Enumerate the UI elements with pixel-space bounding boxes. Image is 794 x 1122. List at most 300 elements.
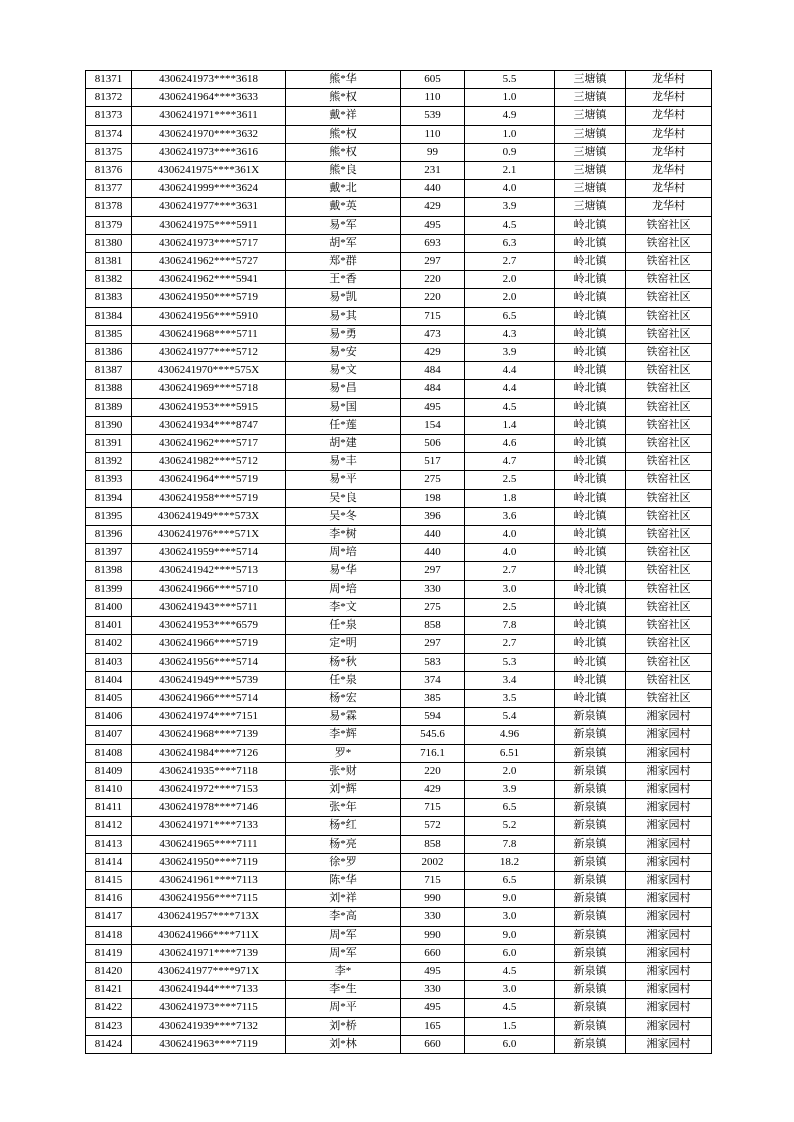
- cell-area: 5.3: [465, 653, 555, 671]
- cell-area: 6.5: [465, 307, 555, 325]
- cell-name: 易*其: [286, 307, 401, 325]
- cell-amount: 484: [401, 362, 465, 380]
- cell-name: 杨*秋: [286, 653, 401, 671]
- table-row: [86, 799, 712, 817]
- table-row: [86, 708, 712, 726]
- cell-seq: 81414: [86, 853, 132, 871]
- cell-seq: 81417: [86, 908, 132, 926]
- cell-seq: 81396: [86, 526, 132, 544]
- cell-area: 1.0: [465, 89, 555, 107]
- cell-town: 新泉镇: [555, 1035, 626, 1053]
- table-row: [86, 835, 712, 853]
- cell-village: 龙华村: [626, 71, 712, 89]
- cell-village: 铁窑社区: [626, 216, 712, 234]
- cell-village: 湘家园村: [626, 708, 712, 726]
- cell-town: 岭北镇: [555, 362, 626, 380]
- cell-seq: 81391: [86, 435, 132, 453]
- cell-name: 李*高: [286, 908, 401, 926]
- table-row: [86, 598, 712, 616]
- cell-area: 1.5: [465, 1017, 555, 1035]
- cell-name: 易*凯: [286, 289, 401, 307]
- cell-seq: 81413: [86, 835, 132, 853]
- cell-seq: 81403: [86, 653, 132, 671]
- cell-town: 新泉镇: [555, 999, 626, 1017]
- cell-id: 4306241972****7153: [132, 780, 286, 798]
- table-row: [86, 325, 712, 343]
- cell-amount: 275: [401, 471, 465, 489]
- cell-id: 4306241976****571X: [132, 526, 286, 544]
- cell-amount: 110: [401, 125, 465, 143]
- cell-seq: 81378: [86, 198, 132, 216]
- table-row: [86, 817, 712, 835]
- cell-seq: 81418: [86, 926, 132, 944]
- cell-seq: 81412: [86, 817, 132, 835]
- table-row: [86, 234, 712, 252]
- cell-seq: 81371: [86, 71, 132, 89]
- cell-name: 易*勇: [286, 325, 401, 343]
- cell-amount: 231: [401, 162, 465, 180]
- table-row: [86, 271, 712, 289]
- table-row: [86, 635, 712, 653]
- cell-town: 三塘镇: [555, 89, 626, 107]
- cell-seq: 81421: [86, 981, 132, 999]
- cell-town: 岭北镇: [555, 271, 626, 289]
- cell-area: 1.4: [465, 416, 555, 434]
- cell-area: 1.8: [465, 489, 555, 507]
- cell-name: 戴*英: [286, 198, 401, 216]
- cell-id: 4306241999****3624: [132, 180, 286, 198]
- table-row: [86, 471, 712, 489]
- cell-area: 4.5: [465, 216, 555, 234]
- cell-id: 4306241957****713X: [132, 908, 286, 926]
- cell-town: 三塘镇: [555, 71, 626, 89]
- cell-village: 铁窑社区: [626, 234, 712, 252]
- cell-amount: 716.1: [401, 744, 465, 762]
- cell-area: 6.5: [465, 799, 555, 817]
- table-row: [86, 253, 712, 271]
- cell-village: 铁窑社区: [626, 562, 712, 580]
- cell-name: 周*军: [286, 926, 401, 944]
- cell-area: 2.7: [465, 635, 555, 653]
- cell-id: 4306241956****7115: [132, 890, 286, 908]
- cell-village: 铁窑社区: [626, 489, 712, 507]
- cell-area: 5.4: [465, 708, 555, 726]
- table-row: [86, 89, 712, 107]
- cell-area: 4.4: [465, 380, 555, 398]
- table-row: [86, 853, 712, 871]
- cell-amount: 297: [401, 253, 465, 271]
- cell-amount: 715: [401, 871, 465, 889]
- table-row: [86, 562, 712, 580]
- cell-area: 4.0: [465, 544, 555, 562]
- cell-area: 6.5: [465, 871, 555, 889]
- cell-amount: 605: [401, 71, 465, 89]
- cell-town: 岭北镇: [555, 253, 626, 271]
- cell-name: 李*文: [286, 598, 401, 616]
- cell-amount: 2002: [401, 853, 465, 871]
- cell-town: 新泉镇: [555, 908, 626, 926]
- cell-seq: 81423: [86, 1017, 132, 1035]
- cell-town: 新泉镇: [555, 762, 626, 780]
- cell-id: 4306241969****5718: [132, 380, 286, 398]
- cell-id: 4306241978****7146: [132, 799, 286, 817]
- cell-town: 岭北镇: [555, 562, 626, 580]
- cell-id: 4306241966****711X: [132, 926, 286, 944]
- cell-area: 2.7: [465, 253, 555, 271]
- cell-seq: 81372: [86, 89, 132, 107]
- cell-village: 铁窑社区: [626, 507, 712, 525]
- cell-area: 2.1: [465, 162, 555, 180]
- cell-village: 湘家园村: [626, 1017, 712, 1035]
- cell-name: 周*培: [286, 580, 401, 598]
- cell-amount: 275: [401, 598, 465, 616]
- table-row: [86, 580, 712, 598]
- cell-id: 4306241956****5714: [132, 653, 286, 671]
- cell-village: 铁窑社区: [626, 380, 712, 398]
- cell-town: 岭北镇: [555, 453, 626, 471]
- cell-name: 戴*北: [286, 180, 401, 198]
- cell-name: 徐*罗: [286, 853, 401, 871]
- cell-id: 4306241934****8747: [132, 416, 286, 434]
- cell-name: 李*生: [286, 981, 401, 999]
- cell-name: 戴*祥: [286, 107, 401, 125]
- table-row: [86, 198, 712, 216]
- cell-id: 4306241977****3631: [132, 198, 286, 216]
- cell-amount: 660: [401, 944, 465, 962]
- cell-town: 岭北镇: [555, 325, 626, 343]
- cell-seq: 81374: [86, 125, 132, 143]
- cell-amount: 297: [401, 562, 465, 580]
- cell-town: 新泉镇: [555, 981, 626, 999]
- cell-town: 岭北镇: [555, 489, 626, 507]
- cell-name: 胡*军: [286, 234, 401, 252]
- cell-seq: 81399: [86, 580, 132, 598]
- cell-seq: 81380: [86, 234, 132, 252]
- cell-village: 铁窑社区: [626, 526, 712, 544]
- cell-area: 3.6: [465, 507, 555, 525]
- cell-area: 3.0: [465, 981, 555, 999]
- cell-area: 2.5: [465, 471, 555, 489]
- cell-seq: 81419: [86, 944, 132, 962]
- cell-town: 新泉镇: [555, 853, 626, 871]
- cell-area: 3.0: [465, 908, 555, 926]
- cell-village: 湘家园村: [626, 981, 712, 999]
- cell-id: 4306241949****573X: [132, 507, 286, 525]
- cell-seq: 81379: [86, 216, 132, 234]
- table-row: [86, 526, 712, 544]
- table-row: [86, 908, 712, 926]
- table-row: [86, 107, 712, 125]
- cell-seq: 81401: [86, 617, 132, 635]
- cell-area: 3.4: [465, 671, 555, 689]
- cell-amount: 220: [401, 289, 465, 307]
- cell-town: 岭北镇: [555, 416, 626, 434]
- table-row: [86, 1017, 712, 1035]
- cell-id: 4306241984****7126: [132, 744, 286, 762]
- cell-town: 新泉镇: [555, 962, 626, 980]
- cell-area: 0.9: [465, 143, 555, 161]
- table-row: [86, 289, 712, 307]
- table-row: [86, 489, 712, 507]
- cell-village: 湘家园村: [626, 835, 712, 853]
- cell-name: 易*丰: [286, 453, 401, 471]
- cell-id: 4306241977****5712: [132, 344, 286, 362]
- cell-amount: 165: [401, 1017, 465, 1035]
- cell-area: 5.2: [465, 817, 555, 835]
- cell-amount: 440: [401, 180, 465, 198]
- cell-name: 王*香: [286, 271, 401, 289]
- cell-village: 湘家园村: [626, 780, 712, 798]
- cell-id: 4306241961****7113: [132, 871, 286, 889]
- cell-village: 湘家园村: [626, 908, 712, 926]
- cell-name: 任*泉: [286, 671, 401, 689]
- cell-town: 新泉镇: [555, 1017, 626, 1035]
- cell-village: 铁窑社区: [626, 671, 712, 689]
- cell-village: 龙华村: [626, 89, 712, 107]
- cell-amount: 990: [401, 890, 465, 908]
- cell-village: 湘家园村: [626, 726, 712, 744]
- cell-area: 4.6: [465, 435, 555, 453]
- cell-id: 4306241950****5719: [132, 289, 286, 307]
- cell-seq: 81420: [86, 962, 132, 980]
- cell-village: 湘家园村: [626, 853, 712, 871]
- cell-name: 熊*权: [286, 143, 401, 161]
- cell-village: 铁窑社区: [626, 453, 712, 471]
- table-row: [86, 507, 712, 525]
- table-row: [86, 1035, 712, 1053]
- table-row: [86, 380, 712, 398]
- cell-amount: 990: [401, 926, 465, 944]
- cell-id: 4306241962****5717: [132, 435, 286, 453]
- cell-name: 易*国: [286, 398, 401, 416]
- cell-amount: 330: [401, 908, 465, 926]
- cell-seq: 81382: [86, 271, 132, 289]
- cell-area: 2.0: [465, 762, 555, 780]
- cell-name: 任*泉: [286, 617, 401, 635]
- cell-name: 杨*亮: [286, 835, 401, 853]
- cell-town: 岭北镇: [555, 234, 626, 252]
- cell-village: 湘家园村: [626, 926, 712, 944]
- table-row: [86, 999, 712, 1017]
- table-row: [86, 453, 712, 471]
- cell-amount: 198: [401, 489, 465, 507]
- cell-area: 4.0: [465, 180, 555, 198]
- cell-seq: 81386: [86, 344, 132, 362]
- cell-area: 3.0: [465, 580, 555, 598]
- cell-id: 4306241943****5711: [132, 598, 286, 616]
- table-row: [86, 362, 712, 380]
- cell-amount: 396: [401, 507, 465, 525]
- cell-name: 杨*宏: [286, 689, 401, 707]
- cell-id: 4306241953****5915: [132, 398, 286, 416]
- cell-id: 4306241939****7132: [132, 1017, 286, 1035]
- cell-name: 易*安: [286, 344, 401, 362]
- cell-area: 4.5: [465, 962, 555, 980]
- cell-amount: 572: [401, 817, 465, 835]
- cell-name: 易*文: [286, 362, 401, 380]
- cell-area: 4.5: [465, 398, 555, 416]
- cell-amount: 495: [401, 398, 465, 416]
- cell-name: 刘*辉: [286, 780, 401, 798]
- cell-name: 任*莲: [286, 416, 401, 434]
- cell-area: 18.2: [465, 853, 555, 871]
- cell-seq: 81375: [86, 143, 132, 161]
- cell-amount: 330: [401, 580, 465, 598]
- cell-town: 岭北镇: [555, 580, 626, 598]
- cell-town: 新泉镇: [555, 780, 626, 798]
- cell-amount: 594: [401, 708, 465, 726]
- cell-name: 定*明: [286, 635, 401, 653]
- cell-town: 新泉镇: [555, 890, 626, 908]
- cell-name: 刘*林: [286, 1035, 401, 1053]
- table-row: [86, 143, 712, 161]
- cell-village: 湘家园村: [626, 817, 712, 835]
- cell-amount: 385: [401, 689, 465, 707]
- cell-id: 4306241971****3611: [132, 107, 286, 125]
- cell-id: 4306241970****3632: [132, 125, 286, 143]
- cell-town: 三塘镇: [555, 107, 626, 125]
- cell-town: 新泉镇: [555, 726, 626, 744]
- cell-seq: 81390: [86, 416, 132, 434]
- cell-name: 吴*良: [286, 489, 401, 507]
- cell-seq: 81404: [86, 671, 132, 689]
- cell-village: 铁窑社区: [626, 271, 712, 289]
- cell-seq: 81402: [86, 635, 132, 653]
- cell-village: 铁窑社区: [626, 325, 712, 343]
- cell-id: 4306241982****5712: [132, 453, 286, 471]
- cell-name: 李*树: [286, 526, 401, 544]
- cell-amount: 374: [401, 671, 465, 689]
- cell-seq: 81393: [86, 471, 132, 489]
- cell-amount: 330: [401, 981, 465, 999]
- cell-seq: 81377: [86, 180, 132, 198]
- cell-seq: 81392: [86, 453, 132, 471]
- cell-name: 熊*华: [286, 71, 401, 89]
- cell-id: 4306241977****971X: [132, 962, 286, 980]
- table-row: [86, 871, 712, 889]
- cell-village: 湘家园村: [626, 999, 712, 1017]
- cell-id: 4306241962****5941: [132, 271, 286, 289]
- cell-village: 龙华村: [626, 107, 712, 125]
- cell-seq: 81410: [86, 780, 132, 798]
- cell-id: 4306241971****7133: [132, 817, 286, 835]
- cell-id: 4306241973****7115: [132, 999, 286, 1017]
- cell-id: 4306241963****7119: [132, 1035, 286, 1053]
- cell-town: 新泉镇: [555, 926, 626, 944]
- cell-id: 4306241973****3616: [132, 143, 286, 161]
- cell-area: 4.4: [465, 362, 555, 380]
- cell-village: 铁窑社区: [626, 416, 712, 434]
- cell-name: 易*昌: [286, 380, 401, 398]
- cell-id: 4306241966****5714: [132, 689, 286, 707]
- table-row: [86, 544, 712, 562]
- cell-area: 3.9: [465, 344, 555, 362]
- cell-amount: 858: [401, 617, 465, 635]
- cell-town: 岭北镇: [555, 689, 626, 707]
- cell-id: 4306241942****5713: [132, 562, 286, 580]
- cell-seq: 81373: [86, 107, 132, 125]
- cell-amount: 429: [401, 198, 465, 216]
- cell-area: 4.7: [465, 453, 555, 471]
- cell-area: 9.0: [465, 890, 555, 908]
- cell-village: 铁窑社区: [626, 689, 712, 707]
- cell-name: 郑*群: [286, 253, 401, 271]
- cell-area: 7.8: [465, 835, 555, 853]
- cell-seq: 81376: [86, 162, 132, 180]
- cell-amount: 220: [401, 271, 465, 289]
- cell-village: 铁窑社区: [626, 344, 712, 362]
- cell-name: 吴*冬: [286, 507, 401, 525]
- cell-seq: 81383: [86, 289, 132, 307]
- cell-town: 岭北镇: [555, 344, 626, 362]
- cell-name: 易*霖: [286, 708, 401, 726]
- cell-id: 4306241971****7139: [132, 944, 286, 962]
- cell-amount: 715: [401, 307, 465, 325]
- cell-town: 岭北镇: [555, 635, 626, 653]
- cell-name: 易*军: [286, 216, 401, 234]
- cell-seq: 81388: [86, 380, 132, 398]
- cell-area: 2.0: [465, 289, 555, 307]
- cell-town: 新泉镇: [555, 744, 626, 762]
- table-row: [86, 689, 712, 707]
- cell-id: 4306241973****3618: [132, 71, 286, 89]
- cell-id: 4306241975****361X: [132, 162, 286, 180]
- cell-town: 岭北镇: [555, 507, 626, 525]
- cell-town: 三塘镇: [555, 162, 626, 180]
- cell-name: 罗*: [286, 744, 401, 762]
- cell-town: 新泉镇: [555, 708, 626, 726]
- cell-name: 张*年: [286, 799, 401, 817]
- table-row: [86, 307, 712, 325]
- cell-area: 1.0: [465, 125, 555, 143]
- cell-amount: 484: [401, 380, 465, 398]
- cell-village: 龙华村: [626, 125, 712, 143]
- cell-name: 熊*权: [286, 89, 401, 107]
- cell-seq: 81406: [86, 708, 132, 726]
- cell-seq: 81398: [86, 562, 132, 580]
- table-row: [86, 890, 712, 908]
- cell-town: 岭北镇: [555, 471, 626, 489]
- cell-village: 铁窑社区: [626, 617, 712, 635]
- cell-village: 铁窑社区: [626, 307, 712, 325]
- cell-seq: 81422: [86, 999, 132, 1017]
- cell-town: 新泉镇: [555, 835, 626, 853]
- cell-amount: 545.6: [401, 726, 465, 744]
- cell-seq: 81407: [86, 726, 132, 744]
- cell-town: 岭北镇: [555, 380, 626, 398]
- cell-village: 龙华村: [626, 162, 712, 180]
- cell-amount: 517: [401, 453, 465, 471]
- cell-name: 陈*华: [286, 871, 401, 889]
- cell-id: 4306241966****5710: [132, 580, 286, 598]
- cell-name: 杨*红: [286, 817, 401, 835]
- cell-village: 湘家园村: [626, 962, 712, 980]
- cell-area: 7.8: [465, 617, 555, 635]
- cell-id: 4306241953****6579: [132, 617, 286, 635]
- cell-area: 2.7: [465, 562, 555, 580]
- cell-seq: 81415: [86, 871, 132, 889]
- cell-seq: 81395: [86, 507, 132, 525]
- cell-seq: 81416: [86, 890, 132, 908]
- cell-town: 新泉镇: [555, 799, 626, 817]
- cell-area: 6.0: [465, 944, 555, 962]
- cell-name: 易*华: [286, 562, 401, 580]
- cell-town: 岭北镇: [555, 544, 626, 562]
- cell-seq: 81394: [86, 489, 132, 507]
- cell-amount: 495: [401, 999, 465, 1017]
- cell-village: 铁窑社区: [626, 471, 712, 489]
- cell-town: 三塘镇: [555, 125, 626, 143]
